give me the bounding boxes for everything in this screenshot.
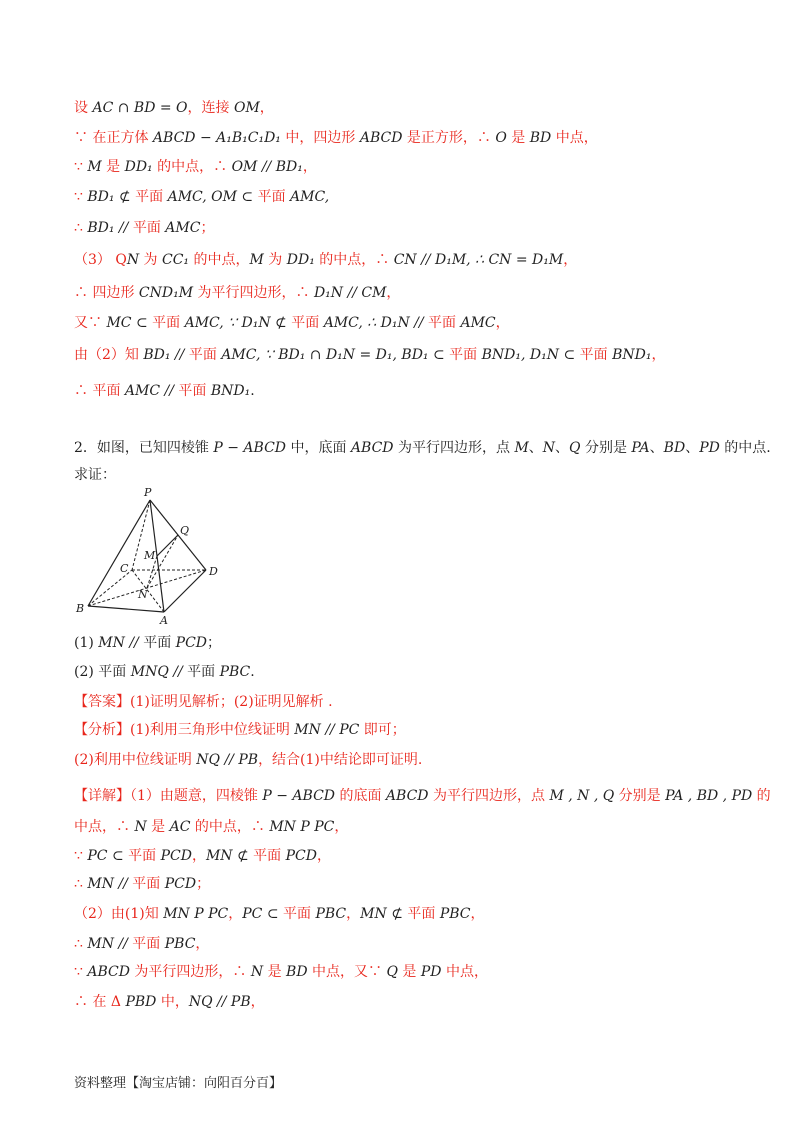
math-expression: BD bbox=[286, 964, 308, 980]
label-D: D bbox=[209, 565, 218, 578]
text-segment: 平面 bbox=[147, 315, 185, 331]
text-segment: 【分析】(1)利用三角形中位线证明 bbox=[74, 722, 295, 738]
math-expression: AMC bbox=[165, 220, 201, 236]
text-segment: 平面 bbox=[423, 315, 461, 331]
math-expression: MN // bbox=[87, 876, 128, 892]
text-segment: ， bbox=[386, 285, 401, 301]
math-expression: CND₁M bbox=[138, 285, 194, 301]
math-expression: PA , BD , PD bbox=[665, 788, 753, 804]
text-segment: ∴ bbox=[74, 936, 88, 952]
pyramid-figure bbox=[74, 486, 234, 626]
math-expression: ABCD − A₁B₁C₁D₁ bbox=[152, 130, 281, 146]
text-segment: 平面 bbox=[173, 383, 211, 399]
math-expression: PCD bbox=[285, 848, 317, 864]
text-segment: ， bbox=[495, 315, 510, 331]
text-segment: 中点，∴ bbox=[74, 819, 135, 835]
math-expression: BND₁ bbox=[210, 383, 251, 399]
text-segment: 为 bbox=[139, 252, 162, 268]
text-segment: 设 bbox=[74, 100, 93, 116]
math-expression: PD bbox=[420, 964, 442, 980]
math-expression: AMC, OM ⊂ bbox=[167, 189, 254, 205]
text-line bbox=[74, 750, 734, 770]
text-segment: (2)利用中位线证明 bbox=[74, 752, 197, 768]
text-segment: . bbox=[250, 383, 255, 399]
math-expression: NQ // PB bbox=[196, 752, 259, 768]
text-segment: 、 bbox=[528, 440, 543, 456]
text-segment: （3） Q bbox=[74, 252, 127, 268]
text-segment: ∴ 平面 bbox=[74, 383, 125, 399]
text-segment: 求证： bbox=[74, 467, 116, 483]
text-line bbox=[74, 720, 734, 740]
text-segment: ， bbox=[228, 906, 243, 922]
math-expression: P − ABCD bbox=[262, 788, 336, 804]
text-segment: 平面 bbox=[286, 315, 324, 331]
math-expression: M , N , Q bbox=[549, 788, 615, 804]
text-segment: 平面 bbox=[127, 936, 165, 952]
math-expression: BD₁ ⊄ bbox=[87, 189, 131, 205]
text-line bbox=[74, 817, 734, 837]
math-expression: PCD bbox=[160, 848, 192, 864]
text-segment: ∵ 在正方体 bbox=[74, 130, 153, 146]
text-segment: 为 bbox=[263, 252, 287, 268]
text-segment: 的中点， bbox=[189, 252, 250, 268]
text-line bbox=[74, 187, 734, 207]
text-segment: 中点， bbox=[551, 130, 598, 146]
math-expression: AMC, ∴ D₁N // bbox=[323, 315, 424, 331]
text-line bbox=[74, 128, 734, 148]
text-segment: ， bbox=[346, 906, 361, 922]
math-expression: PCD bbox=[164, 876, 197, 892]
math-expression: PBC bbox=[315, 906, 347, 922]
math-expression: PCD bbox=[175, 635, 208, 651]
math-expression: Q bbox=[569, 440, 581, 456]
math-expression: P − ABCD bbox=[213, 440, 287, 456]
text-segment: ， bbox=[470, 906, 485, 922]
math-expression: M bbox=[514, 440, 529, 456]
math-expression: N bbox=[134, 819, 147, 835]
text-segment: 中点， bbox=[441, 964, 488, 980]
math-expression: BD bbox=[663, 440, 686, 456]
text-segment: ， bbox=[195, 936, 210, 952]
text-segment: 是 bbox=[397, 964, 421, 980]
math-expression: ABCD bbox=[350, 440, 394, 456]
text-line bbox=[74, 345, 734, 365]
text-segment: 中， bbox=[156, 994, 189, 1010]
math-expression: M bbox=[249, 252, 264, 268]
text-segment: 中，四边形 bbox=[280, 130, 360, 146]
edge-BC bbox=[88, 570, 132, 606]
text-segment: 的 bbox=[752, 788, 771, 804]
math-expression: AMC, ∵ D₁N ⊄ bbox=[184, 315, 287, 331]
math-expression: CN // D₁M, ∴ CN = D₁M bbox=[393, 252, 564, 268]
pyramid-diagram bbox=[74, 486, 234, 626]
text-segment: (2) 平面 bbox=[74, 664, 131, 680]
text-segment: 平面 bbox=[575, 347, 613, 363]
label-N: N bbox=[138, 588, 148, 601]
text-segment: ∵ bbox=[74, 189, 88, 205]
math-expression: ABCD bbox=[359, 130, 403, 146]
text-line bbox=[74, 992, 734, 1012]
text-segment: 平面 bbox=[253, 189, 291, 205]
math-expression: M bbox=[87, 159, 102, 175]
math-expression: PBD bbox=[125, 994, 157, 1010]
text-segment: ， bbox=[651, 347, 666, 363]
text-line bbox=[74, 692, 734, 712]
text-segment: 是 bbox=[146, 819, 170, 835]
text-segment: ， bbox=[563, 252, 578, 268]
math-expression: MN P PC bbox=[163, 906, 229, 922]
math-expression: PBC bbox=[164, 936, 196, 952]
math-expression: MN ⊄ bbox=[360, 906, 403, 922]
math-expression: N bbox=[250, 964, 264, 980]
text-line bbox=[74, 874, 734, 894]
text-segment: 即可； bbox=[359, 722, 406, 738]
text-segment: ， bbox=[250, 994, 265, 1010]
text-line bbox=[74, 313, 734, 333]
text-line bbox=[74, 662, 734, 682]
text-segment: 的中点，∴ bbox=[314, 252, 394, 268]
text-segment: （2）由(1)知 bbox=[74, 906, 164, 922]
text-segment: ∴ 四边形 bbox=[74, 285, 139, 301]
text-segment: ，结合(1)中结论即可证明. bbox=[258, 752, 423, 768]
math-expression: AC bbox=[169, 819, 191, 835]
math-expression: DD₁ bbox=[124, 159, 153, 175]
math-expression: PBC bbox=[439, 906, 471, 922]
label-A: A bbox=[160, 614, 168, 626]
text-segment: ； bbox=[200, 220, 215, 236]
math-expression: PC ⊂ bbox=[87, 848, 124, 864]
math-expression: BND₁, D₁N ⊂ bbox=[481, 347, 576, 363]
text-segment: 平面 bbox=[444, 347, 482, 363]
text-segment: 平面 bbox=[402, 906, 440, 922]
text-segment: . bbox=[250, 664, 255, 680]
math-expression: MNQ // bbox=[130, 664, 183, 680]
text-segment: 平面 bbox=[130, 189, 168, 205]
math-expression: PBC bbox=[219, 664, 251, 680]
math-expression: N bbox=[542, 440, 556, 456]
text-line bbox=[74, 934, 734, 954]
text-segment: 分别是 bbox=[614, 788, 666, 804]
text-segment: 平面 bbox=[182, 664, 220, 680]
text-segment: 、 bbox=[555, 440, 570, 456]
text-line bbox=[74, 962, 734, 982]
text-segment: 中，底面 bbox=[286, 440, 351, 456]
text-segment: 的中点，∴ bbox=[152, 159, 232, 175]
math-expression: OM // BD₁ bbox=[231, 159, 303, 175]
text-segment: 为平行四边形，点 bbox=[428, 788, 550, 804]
math-expression: AMC // bbox=[124, 383, 174, 399]
text-segment: ∴ bbox=[74, 220, 88, 236]
label-B: B bbox=[76, 602, 85, 615]
math-expression: BD₁ // bbox=[87, 220, 129, 236]
text-segment: 中点，又∵ bbox=[307, 964, 387, 980]
text-segment: 平面 bbox=[128, 220, 166, 236]
text-line bbox=[74, 846, 734, 866]
text-segment: ，连接 bbox=[187, 100, 234, 116]
text-line bbox=[74, 786, 771, 806]
footer-credit: 资料整理【淘宝店铺：向阳百分百】 bbox=[74, 1076, 283, 1091]
text-segment: ， bbox=[259, 100, 274, 116]
text-segment: 、 bbox=[685, 440, 700, 456]
math-expression: MC ⊂ bbox=[106, 315, 148, 331]
math-expression: BD₁ // bbox=[143, 347, 185, 363]
edge-BA bbox=[88, 606, 164, 612]
math-expression: AMC bbox=[460, 315, 496, 331]
text-segment: 平面 bbox=[278, 906, 316, 922]
math-expression: AMC, bbox=[290, 189, 330, 205]
text-segment: 平面 bbox=[184, 347, 222, 363]
text-line bbox=[74, 633, 734, 653]
math-expression: AMC, ∵ BD₁ ∩ D₁N = D₁, BD₁ ⊂ bbox=[221, 347, 445, 363]
math-expression: MN P PC bbox=[269, 819, 335, 835]
text-segment: 是 bbox=[263, 964, 287, 980]
math-expression: NQ // PB bbox=[188, 994, 251, 1010]
math-expression: DD₁ bbox=[286, 252, 315, 268]
text-segment: 的中点，∴ bbox=[190, 819, 270, 835]
text-segment: ∵ bbox=[74, 964, 88, 980]
math-expression: MN // bbox=[87, 936, 128, 952]
math-expression: BD bbox=[529, 130, 552, 146]
text-segment: 平面 bbox=[248, 848, 286, 864]
text-segment: ∵ bbox=[74, 159, 88, 175]
math-expression: D₁N // CM bbox=[313, 285, 387, 301]
text-segment: 平面 bbox=[138, 635, 176, 651]
math-expression: BND₁ bbox=[612, 347, 652, 363]
math-expression: MN // bbox=[98, 635, 139, 651]
text-segment: 【详解】（1）由题意，四棱锥 bbox=[74, 788, 263, 804]
text-line bbox=[74, 218, 734, 238]
math-expression: OM bbox=[233, 100, 260, 116]
math-expression: N bbox=[126, 252, 140, 268]
label-P: P bbox=[144, 486, 152, 499]
text-segment: (1) bbox=[74, 635, 99, 651]
text-segment: ∵ bbox=[74, 848, 88, 864]
text-segment: 是正方形，∴ bbox=[402, 130, 496, 146]
text-segment: 平面 bbox=[123, 848, 161, 864]
text-segment: ， bbox=[316, 848, 331, 864]
text-segment: ， bbox=[334, 819, 349, 835]
text-segment: ∴ 在 Δ bbox=[74, 994, 126, 1010]
text-segment: 又∵ bbox=[74, 315, 107, 331]
math-expression: ABCD bbox=[87, 964, 130, 980]
math-expression: ABCD bbox=[385, 788, 429, 804]
text-segment: 的中点. bbox=[719, 440, 771, 456]
text-segment: 平面 bbox=[127, 876, 165, 892]
math-expression: MN // PC bbox=[294, 722, 360, 738]
text-line bbox=[74, 904, 734, 924]
math-expression: PC ⊂ bbox=[242, 906, 279, 922]
math-expression: CC₁ bbox=[162, 252, 190, 268]
text-line bbox=[74, 465, 734, 485]
text-segment: 是 bbox=[506, 130, 530, 146]
text-segment: 为平行四边形，∴ bbox=[193, 285, 314, 301]
text-line bbox=[74, 98, 734, 118]
math-expression: PD bbox=[699, 440, 720, 456]
math-expression: PA bbox=[631, 440, 650, 456]
text-segment: 2．如图，已知四棱锥 bbox=[74, 440, 214, 456]
text-line bbox=[74, 283, 734, 303]
text-segment: ， bbox=[191, 848, 206, 864]
label-C: C bbox=[120, 562, 129, 575]
label-Q: Q bbox=[180, 524, 190, 537]
text-segment: ； bbox=[207, 635, 222, 651]
text-segment: 的底面 bbox=[335, 788, 386, 804]
text-segment: 为平行四边形，点 bbox=[393, 440, 515, 456]
text-segment: 【答案】(1)证明见解析；(2)证明见解析 . bbox=[74, 694, 333, 710]
math-expression: O bbox=[495, 130, 507, 146]
text-line bbox=[74, 250, 734, 270]
text-segment: ∴ bbox=[74, 876, 88, 892]
math-expression: Q bbox=[386, 964, 398, 980]
label-M: M bbox=[144, 549, 156, 562]
text-line bbox=[74, 381, 734, 401]
text-line bbox=[74, 157, 734, 177]
text-segment: 为平行四边形，∴ bbox=[129, 964, 251, 980]
text-line bbox=[74, 438, 771, 458]
text-segment: ， bbox=[302, 159, 317, 175]
text-segment: 由（2）知 bbox=[74, 347, 144, 363]
text-segment: 、 bbox=[649, 440, 664, 456]
text-segment: ； bbox=[196, 876, 211, 892]
text-segment: 分别是 bbox=[580, 440, 632, 456]
math-expression: MN ⊄ bbox=[205, 848, 249, 864]
text-segment: 是 bbox=[101, 159, 125, 175]
math-expression: AC ∩ BD = O bbox=[92, 100, 188, 116]
